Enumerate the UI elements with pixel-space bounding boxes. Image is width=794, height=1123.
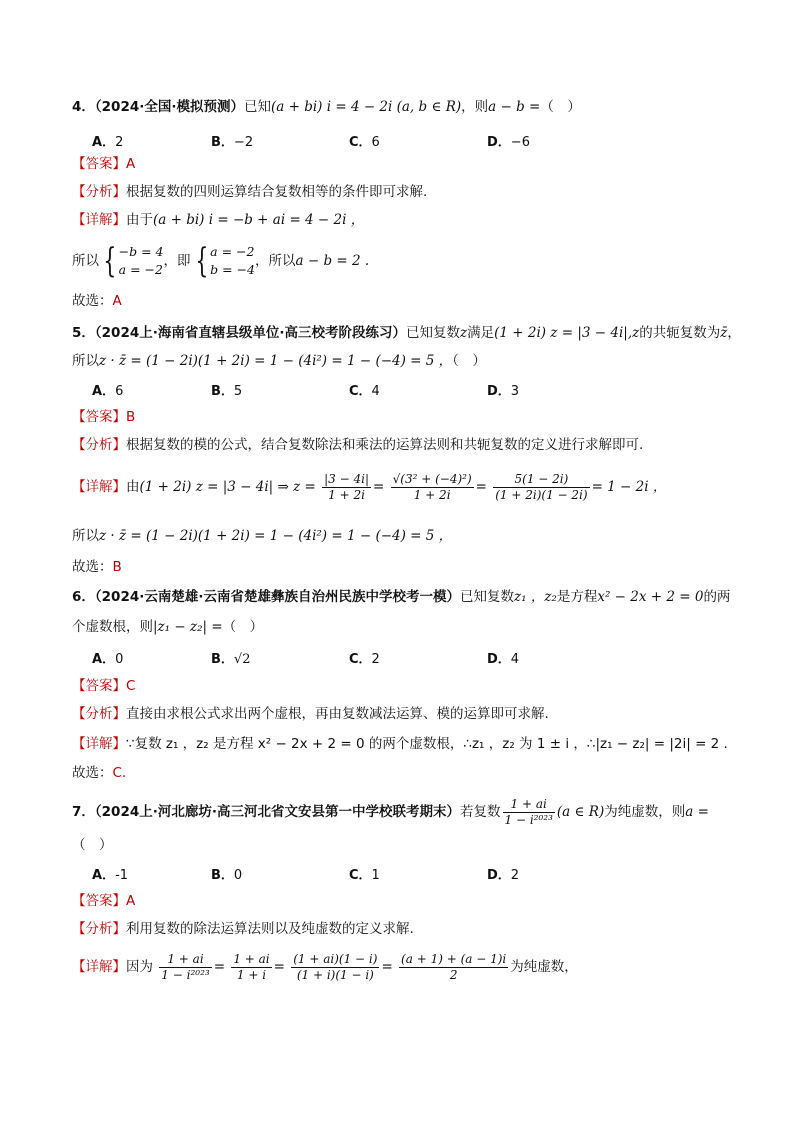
question-source: （2024·云南楚雄·云南省楚雄彝族自治州民族中学校考一模） xyxy=(94,589,460,605)
answer-line: 【答案】A xyxy=(72,893,136,909)
analysis-line: 【分析】直接由求根公式求出两个虚根，再由复数减法运算、模的运算即可求解. xyxy=(72,706,549,722)
option-b: B．−2 xyxy=(211,135,254,150)
option-a: A．-1 xyxy=(92,868,129,883)
choose-line: 故选：A xyxy=(72,293,122,309)
detail-line-2: 所以z · z̄ = (1 − 2i)(1 + 2i) = 1 − (4i²) = 1 − (−4) = 5 ， xyxy=(72,528,453,544)
option-b: B．5 xyxy=(211,384,243,399)
fraction: $\frac{(1 + ai)(1 - i)}{(1 + i)(1 - i)}$ xyxy=(293,951,378,982)
analysis-line: 【分析】根据复数的模的公式，结合复数除法和乘法的运算法则和共轭复数的定义进行求解即可. xyxy=(72,437,644,453)
option-c: C．6 xyxy=(349,135,380,150)
brace-icon: { xyxy=(103,241,117,281)
option-b: B．√2 xyxy=(211,652,251,667)
answer-value: A xyxy=(126,893,136,909)
question-source: （2024上·海南省直辖县级单位·高三校考阶段练习） xyxy=(94,325,406,341)
fraction: $\frac{1 + ai}{\text{1 − i²⁰²³}}$ xyxy=(161,951,210,982)
option-c: C．1 xyxy=(349,868,380,883)
question-number: 6． xyxy=(72,589,95,605)
fraction: $\frac{|3 - 4i|}{1 + 2i}$ xyxy=(324,471,370,502)
question-source: （2024·全国·模拟预测） xyxy=(94,99,244,115)
option-d: D．2 xyxy=(487,868,520,883)
fraction: $\frac{\text{√(3² + (−4)²)}}{1 + 2i}$ xyxy=(392,471,472,502)
equation-system: −b = 4 a = −2 xyxy=(118,244,164,277)
answer-value: A xyxy=(126,156,136,172)
fraction: $\frac{(a + 1) + (a - 1)i}{2}$ xyxy=(401,951,507,982)
detail-line: 【详解】由(1 + 2i) z = |3 − 4i| ⇒ z = $\frac{|3 - 4i|}{1 + 2i}$ = $\frac{\text{√(3² + (−4)²)}}{1 + 2i}$ = $\frac{5(1 - 2i)}{(1 + 2i)(1 - 2i)}$ = 1 − 2i ， xyxy=(72,471,667,502)
question-number: 5． xyxy=(72,325,95,341)
detail-system-line: 所以 { −b = 4 a = −2 ，即 { a = −2 b = −4 ，所以a − b = 2 . xyxy=(72,241,370,281)
fraction: $\frac{5(1 - 2i)}{(1 + 2i)(1 - 2i)}$ xyxy=(495,471,588,502)
answer-value: C xyxy=(126,678,136,694)
analysis-line: 【分析】根据复数的四则运算结合复数相等的条件即可求解. xyxy=(72,184,428,200)
math-expression: (a + bi) i = 4 − 2i (a, b ∈ R) xyxy=(271,99,462,115)
choose-line: 故选：C. xyxy=(72,765,127,781)
option-d: D．4 xyxy=(487,652,520,667)
option-a: A．2 xyxy=(92,135,124,150)
detail-line: 【详解】因为 $\frac{1 + ai}{\text{1 − i²⁰²³}}$ = $\frac{1 + ai}{1 + i}$ = $\frac{(1 + ai)(1 - i)}{(1 + i)(1 - i)}$ = $\frac{(a + 1) + (a - 1)i}{2}$ 为纯虚数， xyxy=(72,951,578,982)
question-7-stem-line2: （ ） xyxy=(72,837,113,853)
detail-line: 【详解】由于(a + bi) i = −b + ai = 4 − 2i ， xyxy=(72,212,365,228)
option-a: A．6 xyxy=(92,384,124,399)
answer-line: 【答案】A xyxy=(72,156,136,172)
detail-line: 【详解】∵复数 z₁ ，z₂ 是方程 x² − 2x + 2 = 0 的两个虚数根，∴z₁ ，z₂ 为 1 ± i ，∴|z₁ − z₂| = |2i| = 2 . xyxy=(72,736,728,752)
option-c: C．4 xyxy=(349,384,380,399)
question-number: 7． xyxy=(72,804,95,820)
fraction: $\frac{1 + ai}{\text{1 − i²⁰²³}}$ xyxy=(504,796,553,827)
option-d: D．−6 xyxy=(487,135,530,150)
math-expression: (1 + 2i) z = |3 − 4i|,z xyxy=(494,325,640,341)
choose-line: 故选：B xyxy=(72,559,122,575)
brace-icon: { xyxy=(194,241,208,281)
question-6-stem-line2: 个虚数根，则|z₁ − z₂| =（ ） xyxy=(72,619,264,635)
analysis-line: 【分析】利用复数的除法运算法则以及纯虚数的定义求解. xyxy=(72,921,414,937)
question-6-stem: 6．（2024·云南楚雄·云南省楚雄彝族自治州民族中学校考一模）已知复数z₁ ，z₂是方程x² − 2x + 2 = 0的两 xyxy=(72,589,731,605)
option-a: A．0 xyxy=(92,652,124,667)
question-5-stem: 5．（2024上·海南省直辖县级单位·高三校考阶段练习）已知复数z满足(1 + 2i) z = |3 − 4i|,z的共轭复数为z̄， xyxy=(72,325,741,341)
answer-line: 【答案】C xyxy=(72,678,136,694)
question-5-stem-line2: 所以z · z̄ = (1 − 2i)(1 + 2i) = 1 − (4i²) = 1 − (−4) = 5 ，（ ） xyxy=(72,353,486,369)
equation-system: a = −2 b = −4 xyxy=(210,244,255,277)
answer-value: B xyxy=(126,409,136,425)
option-b: B．0 xyxy=(211,868,243,883)
math-expression: a − b = xyxy=(488,99,541,115)
question-source: （2024上·河北廊坊·高三河北省文安县第一中学校联考期末） xyxy=(94,804,460,820)
math-expression: (a + bi) i = −b + ai = 4 − 2i ， xyxy=(153,212,365,228)
option-d: D．3 xyxy=(487,384,520,399)
question-7-stem: 7．（2024上·河北廊坊·高三河北省文安县第一中学校联考期末）若复数 $\frac{1 + ai}{\text{1 − i²⁰²³}}$ (a ∈ R)为纯虚数，则a = xyxy=(72,796,709,827)
question-4-stem: 4．（2024·全国·模拟预测）已知(a + bi) i = 4 − 2i (a, b ∈ R)，则a − b =（ ） xyxy=(72,99,581,115)
option-c: C．2 xyxy=(349,652,380,667)
fraction: $\frac{1 + ai}{1 + i}$ xyxy=(233,951,270,982)
question-number: 4． xyxy=(72,99,95,115)
answer-line: 【答案】B xyxy=(72,409,136,425)
